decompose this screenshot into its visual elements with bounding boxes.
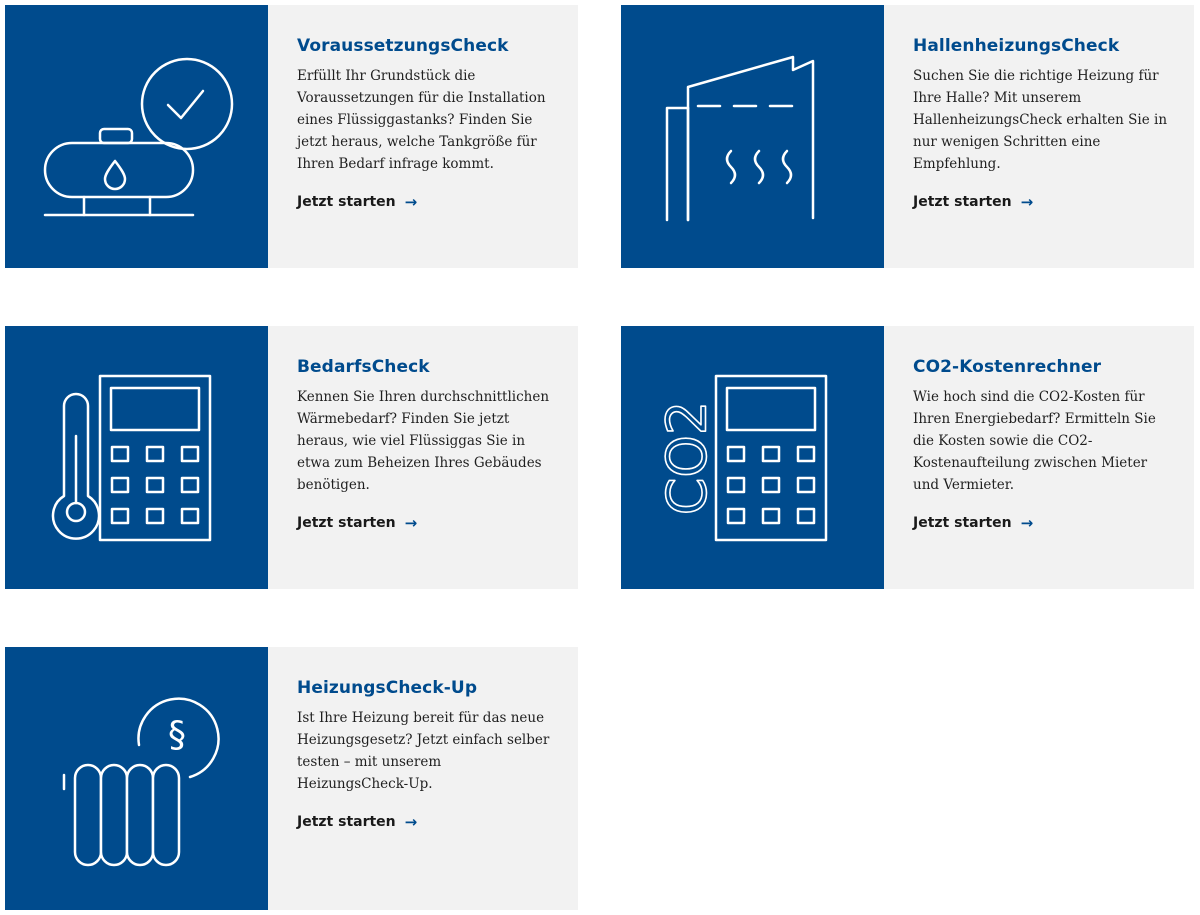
paragraph-sign: §	[168, 714, 186, 756]
card-title: HallenheizungsCheck	[913, 36, 1120, 56]
card-co2-kostenrechner[interactable]	[621, 326, 1194, 589]
thermometer-calculator-icon	[5, 326, 268, 589]
card-title: HeizungsCheck-Up	[297, 678, 478, 698]
arrow-right-icon: →	[404, 514, 418, 532]
start-link[interactable]	[297, 514, 417, 532]
card-description: Wie hoch sind die CO2-Kosten für Ihren Energiebedarf? Ermitteln Sie die Kosten sowie die CO2-Kostenaufteilung zwischen Mieter und Vermieter.	[913, 389, 1156, 493]
card-title: BedarfsCheck	[297, 357, 430, 377]
card-bedarfscheck[interactable]	[5, 326, 578, 589]
card-description: Suchen Sie die richtige Heizung für Ihre Halle? Mit unserem HallenheizungsCheck erhalten Sie in nur wenigen Schritten eine Empfehlung.	[913, 68, 1168, 172]
card-voraussetzungscheck[interactable]	[5, 5, 578, 268]
card-title: VoraussetzungsCheck	[297, 36, 509, 56]
start-link[interactable]	[913, 514, 1033, 532]
card-description: Ist Ihre Heizung bereit für das neue Heizungsgesetz? Jetzt einfach selber testen – mit unserem HeizungsCheck-Up.	[297, 710, 550, 792]
card-description: Kennen Sie Ihren durchschnittlichen Wärmebedarf? Finden Sie jetzt heraus, wie viel Flüssiggas Sie in etwa zum Beheizen Ihres Gebäudes benötigen.	[297, 389, 550, 493]
arrow-right-icon: →	[404, 813, 418, 831]
arrow-right-icon: →	[1020, 514, 1034, 532]
radiator-law-icon	[5, 647, 268, 910]
start-link[interactable]	[913, 193, 1033, 211]
card-description: Erfüllt Ihr Grundstück die Voraussetzungen für die Installation eines Flüssiggastanks? Finden Sie jetzt heraus, welche Tankgröße für Ihren Bedarf infrage kommt.	[297, 68, 546, 172]
start-link-label: Jetzt starten	[297, 515, 396, 531]
card-hallenheizungscheck[interactable]	[621, 5, 1194, 268]
co2-calculator-icon	[621, 326, 884, 589]
start-link-label: Jetzt starten	[297, 194, 396, 210]
start-link-label: Jetzt starten	[913, 194, 1012, 210]
card-heizungscheck-up[interactable]	[5, 647, 578, 910]
co2-label: CO2	[655, 400, 719, 516]
start-link-label: Jetzt starten	[297, 814, 396, 830]
arrow-right-icon: →	[404, 193, 418, 211]
arrow-right-icon: →	[1020, 193, 1034, 211]
start-link[interactable]	[297, 193, 417, 211]
start-link[interactable]	[297, 813, 417, 831]
card-title: CO2-Kostenrechner	[913, 357, 1102, 377]
start-link-label: Jetzt starten	[913, 515, 1012, 531]
hall-heating-icon	[621, 5, 884, 268]
gas-tank-check-icon	[5, 5, 268, 268]
